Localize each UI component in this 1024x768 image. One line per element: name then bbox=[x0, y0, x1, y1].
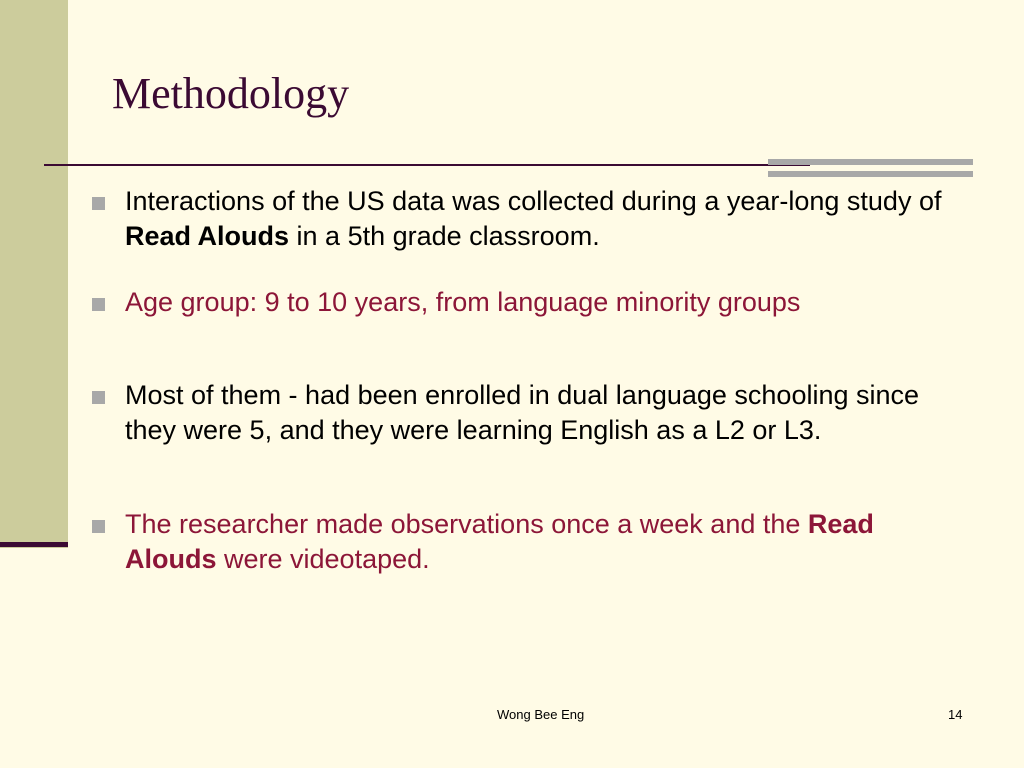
bullet-item bbox=[92, 285, 942, 320]
bullet-emphasis: Read Alouds bbox=[125, 509, 874, 574]
square-bullet-icon bbox=[92, 391, 105, 404]
side-band-rule bbox=[0, 542, 68, 547]
bullet-text: Most of them - had been enrolled in dual language schooling since they were 5, and they were learning English as a L2 or L3. bbox=[125, 380, 920, 445]
square-bullet-icon bbox=[92, 520, 105, 533]
bullet-item bbox=[92, 378, 942, 448]
square-bullet-icon bbox=[92, 298, 105, 311]
accent-bar-bottom bbox=[768, 171, 973, 177]
accent-bar-top bbox=[768, 159, 973, 165]
bullet-text: The researcher made observations once a week and the bbox=[125, 509, 808, 539]
square-bullet-icon bbox=[92, 197, 105, 210]
footer-page-number: 14 bbox=[948, 707, 963, 722]
bullet-emphasis: Read Alouds bbox=[125, 221, 290, 251]
bullet-text: in a 5th grade classroom. bbox=[289, 221, 600, 251]
bullet-list bbox=[92, 184, 942, 577]
side-decorative-band bbox=[0, 0, 68, 548]
bullet-item bbox=[92, 184, 942, 254]
slide-title: Methodology bbox=[112, 69, 350, 118]
bullet-text: Age group: 9 to 10 years, from language minority groups bbox=[125, 287, 801, 317]
footer-author: Wong Bee Eng bbox=[497, 707, 585, 722]
title-underline-rule bbox=[44, 164, 810, 166]
bullet-text: were videotaped. bbox=[216, 544, 430, 574]
bullet-item bbox=[92, 507, 942, 577]
bullet-text: Interactions of the US data was collected during a year-long study of bbox=[125, 186, 942, 216]
